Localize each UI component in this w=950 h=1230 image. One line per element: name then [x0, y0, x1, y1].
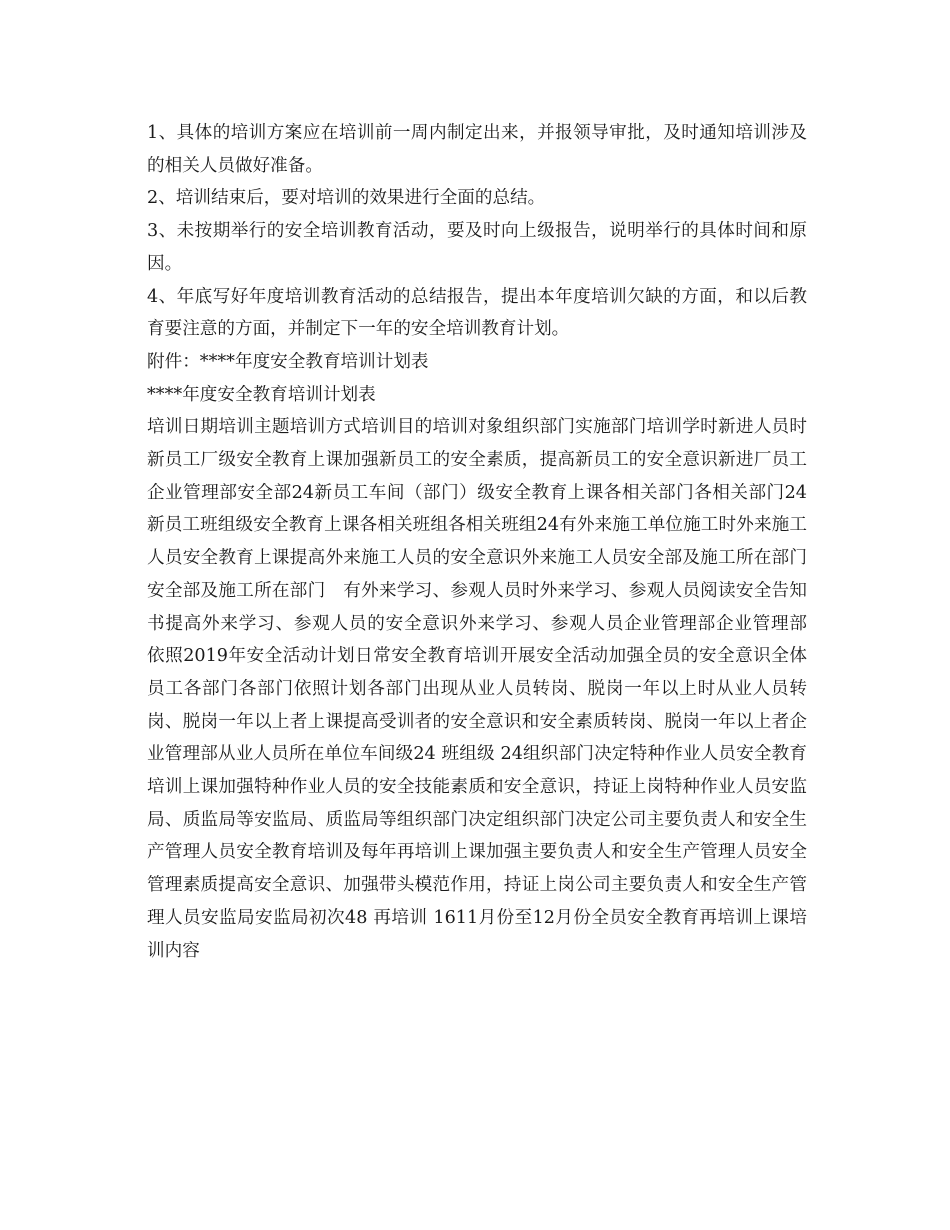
document-body	[147, 117, 825, 967]
training-plan-table-text: 培训日期培训主题培训方式培训目的培训对象组织部门实施部门培训学时新进人员时新员工厂级安全教育上课加强新员工的安全素质，提高新员工的安全意识新进厂员工企业管理部安全部24新员工车间（部门）级安全教育上课各相关部门各相关部门24新员工班组级安全教育上课各相关班组各相关班组24有外来施工单位施工时外来施工人员安全教育上课提高外来施工人员的安全意识外来施工人员安全部及施工所在部门安全部及施工所在部门 有外来学习、参观人员时外来学习、参观人员阅读安全告知书提高外来学习、参观人员的安全意识外来学习、参观人员企业管理部企业管理部 依照2019年安全活动计划日常安全教育培训开展安全活动加强全员的安全意识全体员工各部门各部门依照计划各部门出现从业人员转岗、脱岗一年以上时从业人员转岗、脱岗一年以上者上课提高受训者的安全意识和安全素质转岗、脱岗一年以上者企业管理部从业人员所在单位车间级24 班组级 24组织部门决定特种作业人员安全教育培训上课加强特种作业人员的安全技能素质和安全意识，持证上岗特种作业人员安监局、质监局等安监局、质监局等组织部门决定组织部门决定公司主要负责人和安全生产管理人员安全教育培训及每年再培训上课加强主要负责人和安全生产管理人员安全管理素质提高安全意识、加强带头模范作用，持证上岗公司主要负责人和安全生产管理人员安监局安监局初次48 再培训 1611月份至12月份全员安全教育再培训上课培训内容	[147, 417, 825, 961]
paragraph-1: 1、具体的培训方案应在培训前一周内制定出来，并报领导审批，及时通知培训涉及的相关人员做好准备。	[147, 123, 807, 176]
attachment-line: 附件：****年度安全教育培训计划表	[147, 351, 429, 372]
table-title: ****年度安全教育培训计划表	[147, 384, 376, 405]
paragraph-3: 3、未按期举行的安全培训教育活动，要及时向上级报告，说明举行的具体时间和原因。	[147, 221, 807, 274]
paragraph-2: 2、培训结束后，要对培训的效果进行全面的总结。	[147, 188, 546, 209]
paragraph-4: 4、年底写好年度培训教育活动的总结报告，提出本年度培训欠缺的方面，和以后教育要注意的方面，并制定下一年的安全培训教育计划。	[147, 286, 807, 340]
